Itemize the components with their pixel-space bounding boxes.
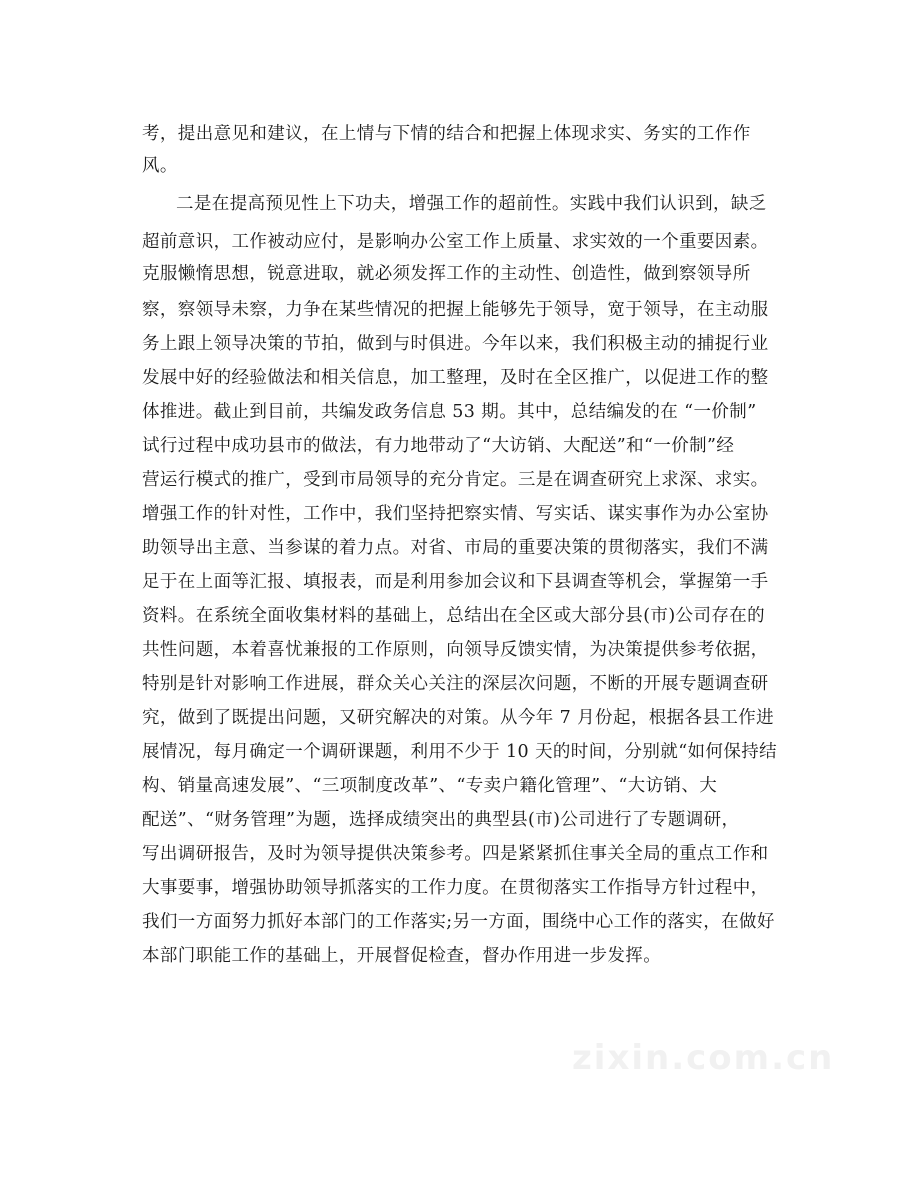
text-line-17: 特别是针对影响工作进展，群众关心关注的深层次问题，不断的开展专题调查研 [142, 674, 769, 694]
text-line-24: 我们一方面努力抓好本部门的工作落实;另一方面，围绕中心工作的落实，在做好 [142, 912, 775, 932]
text-line-15: 资料。在系统全面收集材料的基础上，总结出在全区或大部分县(市)公司存在的 [142, 606, 766, 626]
text-line-7: 务上跟上领导决策的节拍，做到与时俱进。今年以来，我们积极主动的捕捉行业 [142, 334, 769, 354]
text-line-23: 大事要事，增强协助领导抓落实的工作力度。在贯彻落实工作指导方针过程中， [142, 878, 769, 898]
text-line-10: 试行过程中成功县市的做法，有力地带动了“大访销、大配送”和“一价制”经 [142, 436, 735, 456]
text-line-5: 克服懒惰思想，锐意进取，就必须发挥工作的主动性、创造性，做到察领导所 [142, 264, 751, 284]
text-line-6: 察，察领导未察，力争在某些情况的把握上能够先于领导，宽于领导，在主动服 [142, 300, 769, 320]
text-line-18: 究，做到了既提出问题，又研究解决的对策。从今年 7 月份起，根据各县工作进 [142, 708, 775, 728]
text-line-13: 助领导出主意、当参谋的着力点。对省、市局的重要决策的贯彻落实，我们不满 [142, 538, 769, 558]
text-line-22: 写出调研报告，及时为领导提供决策参考。四是紧紧抓住事关全局的重点工作和 [142, 844, 769, 864]
text-line-8: 发展中好的经验做法和相关信息，加工整理，及时在全区推广，以促进工作的整 [142, 368, 769, 388]
text-line-20: 构、销量高速发展”、“三项制度改革”、“专卖户籍化管理”、“大访销、大 [142, 776, 718, 796]
text-line-16: 共性问题，本着喜忧兼报的工作原则，向领导反馈实情，为决策提供参考依据， [142, 640, 769, 660]
text-line-1: 考，提出意见和建议，在上情与下情的结合和把握上体现求实、务实的工作作 [142, 124, 751, 144]
watermark: zixin.com.cn [572, 1038, 835, 1078]
text-line-11: 营运行模式的推广，受到市局领导的充分肯定。三是在调查研究上求深、求实。 [142, 470, 769, 490]
paragraph-start-line: 二是在提高预见性上下功夫，增强工作的超前性。实践中我们认识到，缺乏 [176, 194, 767, 214]
text-line-19: 展情况，每月确定一个调研课题，利用不少于 10 天的时间，分别就“如何保持结 [142, 742, 778, 762]
text-line-21: 配送”、“财务管理”为题，选择成绩突出的典型县(市)公司进行了专题调研， [142, 810, 740, 830]
text-line-2: 风。 [142, 156, 178, 176]
text-line-4: 超前意识，工作被动应付，是影响办公室工作上质量、求实效的一个重要因素。 [142, 232, 769, 252]
text-line-25: 本部门职能工作的基础上，开展督促检查，督办作用进一步发挥。 [142, 946, 662, 966]
text-line-14: 足于在上面等汇报、填报表，而是利用参加会议和下县调查等机会，掌握第一手 [142, 572, 769, 592]
text-line-12: 增强工作的针对性，工作中，我们坚持把察实情、写实话、谋实事作为办公室协 [142, 504, 769, 524]
text-line-9: 体推进。截止到目前，共编发政务信息 53 期。其中，总结编发的在 “一价制” [142, 402, 757, 422]
